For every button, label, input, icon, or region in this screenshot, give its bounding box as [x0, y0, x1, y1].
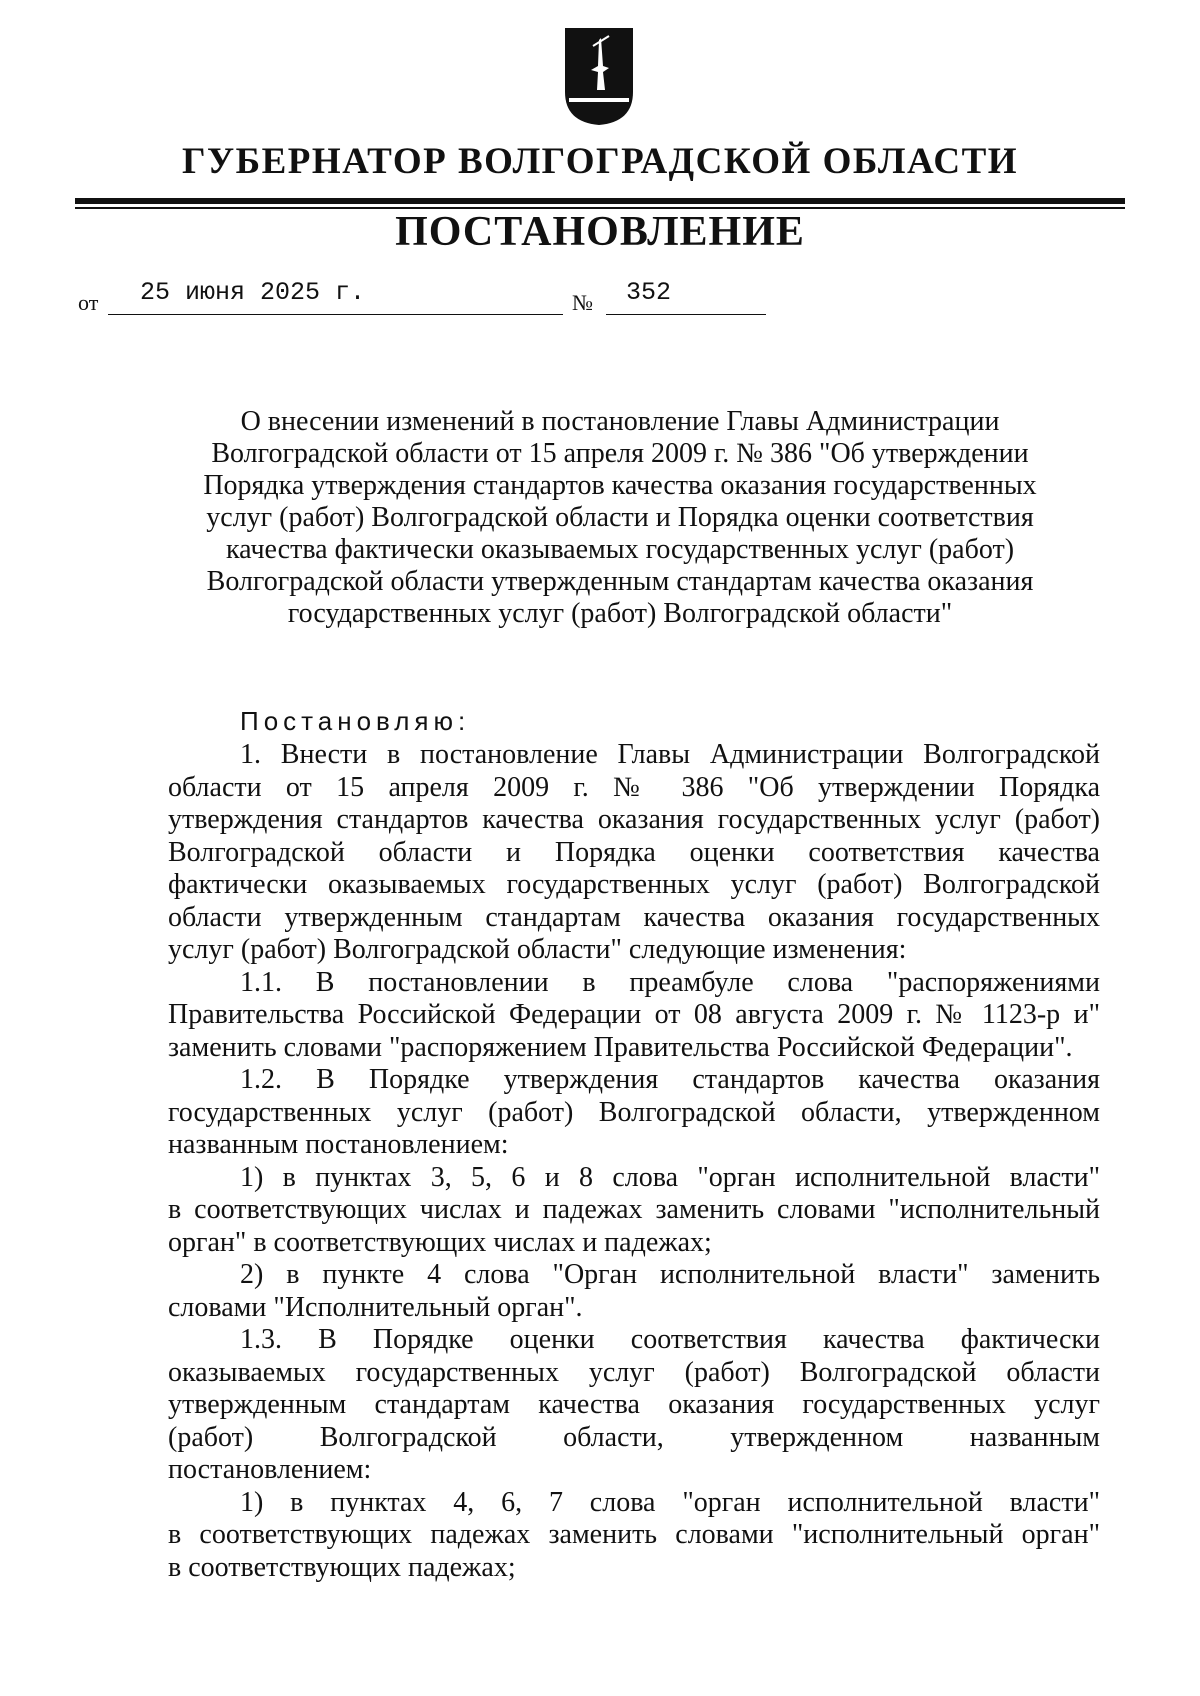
document-date: 25 июня 2025 г. [140, 278, 366, 307]
document-subject [180, 406, 1060, 630]
body-line: орган" в соответствующих числах и падежах; [168, 1226, 712, 1258]
body-line: в соответствующих падежах заменить словами "исполнительный орган" [168, 1519, 1100, 1550]
body-line: оказываемых государственных услуг (работ) Волгоградской области [168, 1356, 1100, 1388]
body-line: 1.3. В Порядке оценки соответствия качества фактически [240, 1324, 1100, 1355]
body-line: заменить словами "распоряжением Правительства Российской Федерации". [168, 1031, 1073, 1063]
body-line: услуг (работ) Волгоградской области" следующие изменения: [168, 934, 907, 965]
body-line: государственных услуг (работ) Волгоградской области, утвержденном [168, 1096, 1100, 1128]
subject-line: О внесении изменений в постановление Главы Администрации [240, 406, 1000, 437]
body-line: области от 15 апреля 2009 г. № 386 "Об утверждении Порядка [168, 771, 1100, 803]
body-line: области утвержденным стандартам качества оказания государственных [168, 901, 1100, 933]
body-line: 1) в пунктах 4, 6, 7 слова "орган исполнительной власти" [240, 1486, 1100, 1518]
document-body [168, 705, 1100, 1584]
paragraph-1-2 [168, 1064, 1100, 1162]
body-line: утверждения стандартов качества оказания государственных услуг (работ) [168, 804, 1100, 835]
number-label: № [572, 290, 593, 315]
date-underline [108, 314, 563, 315]
date-number-line [78, 278, 698, 318]
body-line: 2) в пункте 4 слова "Орган исполнительной власти" заменить [240, 1259, 1100, 1290]
paragraph-1-1 [168, 967, 1100, 1065]
body-line: словами "Исполнительный орган". [168, 1291, 583, 1323]
body-line: названным постановлением: [168, 1129, 509, 1160]
subject-line: государственных услуг (работ) Волгоградской области" [287, 598, 953, 629]
body-line: (работ) Волгоградской области, утвержденном названным [168, 1421, 1100, 1453]
body-line: 1. Внести в постановление Главы Администрации Волгоградской [240, 739, 1100, 770]
body-line: Волгоградской области и Порядка оценки соответствия качества [168, 836, 1100, 868]
volgograd-coat-of-arms-icon [563, 26, 635, 126]
issuing-authority: ГУБЕРНАТОР ВОЛГОГРАДСКОЙ ОБЛАСТИ [181, 141, 1019, 182]
number-underline [606, 314, 766, 315]
body-line: 1.2. В Порядке утверждения стандартов качества оказания [240, 1064, 1100, 1095]
body-line: утвержденным стандартам качества оказания государственных услуг [168, 1389, 1100, 1420]
document-type: ПОСТАНОВЛЕНИЕ [395, 209, 805, 255]
body-line: фактически оказываемых государственных услуг (работ) Волгоградской [168, 869, 1100, 900]
subject-line: Порядка утверждения стандартов качества оказания государственных [203, 470, 1037, 501]
header-rule-thick [75, 198, 1125, 204]
date-label: от [78, 290, 99, 315]
body-line: 1) в пунктах 3, 5, 6 и 8 слова "орган исполнительной власти" [240, 1161, 1100, 1193]
body-line: в соответствующих падежах; [168, 1551, 516, 1583]
body-line: постановлением: [168, 1454, 372, 1485]
document-number: 352 [626, 278, 672, 307]
paragraph-1-3-item-1 [168, 1487, 1100, 1585]
paragraph-1-3 [168, 1324, 1100, 1487]
resolve-heading: Постановляю: [240, 706, 471, 736]
body-line: в соответствующих числах и падежах заменить словами "исполнительный [168, 1194, 1100, 1225]
paragraph-1-2-item-1 [168, 1162, 1100, 1260]
subject-line: Волгоградской области утвержденным стандартам качества оказания [206, 566, 1034, 597]
paragraph-1 [168, 739, 1100, 967]
body-line: 1.1. В постановлении в преамбуле слова "распоряжениями [240, 966, 1100, 998]
paragraph-1-2-item-2 [168, 1259, 1100, 1324]
subject-line: качества фактически оказываемых государственных услуг (работ) [225, 534, 1015, 565]
body-line: Правительства Российской Федерации от 08 августа 2009 г. № 1123-р и" [168, 999, 1100, 1030]
subject-line: услуг (работ) Волгоградской области и Порядка оценки соответствия [206, 502, 1034, 533]
subject-line: Волгоградской области от 15 апреля 2009 г. № 386 "Об утверждении [211, 438, 1029, 469]
